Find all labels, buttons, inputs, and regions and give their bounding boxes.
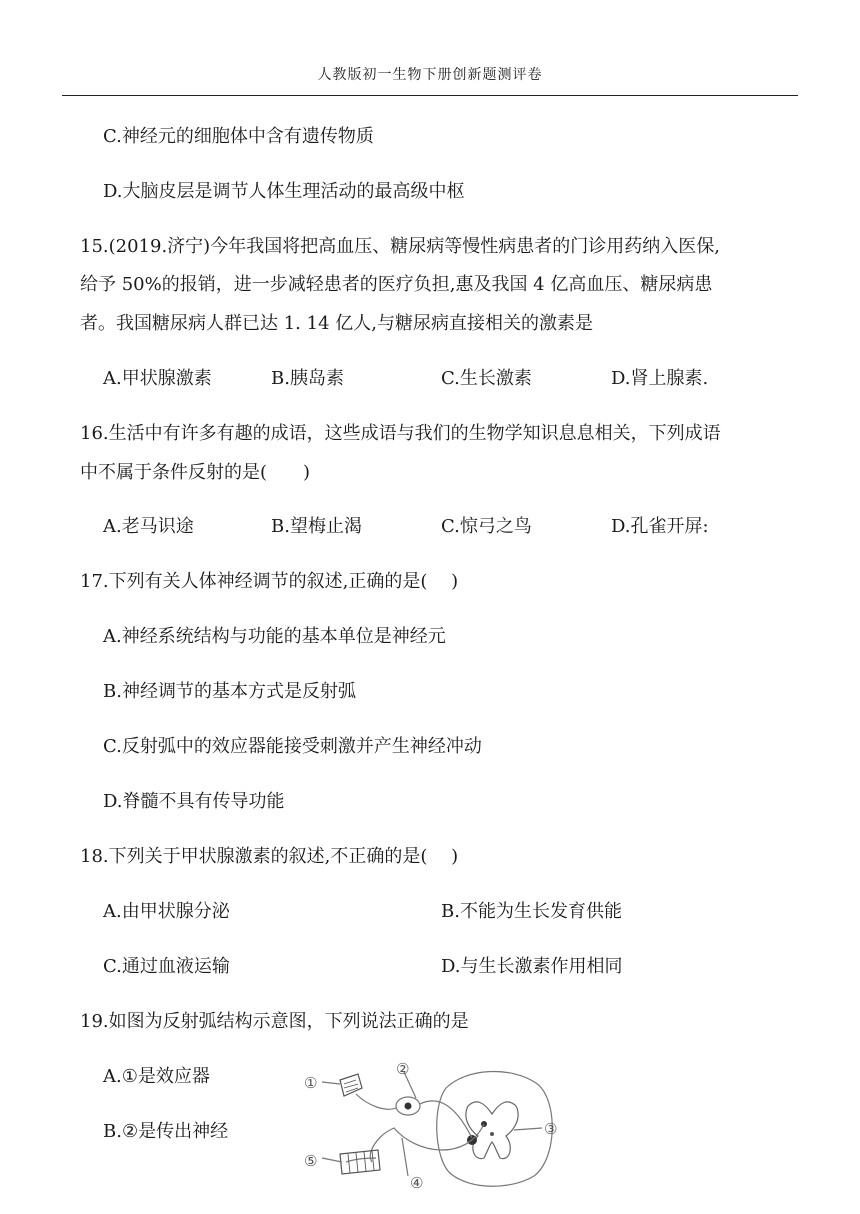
q16-stem-line2: 中不属于条件反射的是( ) [80,462,311,483]
q17-option-a: A.神经系统结构与功能的基本单位是神经元 [103,626,446,647]
q16-option-c: C.惊弓之鸟 [441,516,532,537]
q15-stem-line2: 给予 50%的报销，进一步减轻患者的医疗负担,惠及我国 4 亿高血压、糖尿病患 [80,274,713,295]
q16-option-d: D.孔雀开屏: [611,516,709,537]
page-header-title: 人教版初一生物下册创新题测评卷 [317,67,543,83]
q19-stem: 19.如图为反射弧结构示意图，下列说法正确的是 [80,1011,469,1032]
q18-stem: 18.下列关于甲状腺激素的叙述,不正确的是( ) [80,846,459,867]
q18-option-b: B.不能为生长发育供能 [441,901,622,922]
afferent-nerve-inner [420,1101,472,1138]
label-1: ① [304,1074,318,1092]
label-5: ⑤ [304,1152,318,1170]
leader-1 [322,1082,340,1084]
leader-4 [402,1138,408,1176]
q18-option-a: A.由甲状腺分泌 [103,901,230,922]
q15-option-a: A.甲状腺激素 [103,368,212,389]
q15-option-c: C.生长激素 [441,368,532,389]
q15-option-b: B.胰岛素 [271,368,344,389]
central-canal [490,1132,494,1136]
q19-option-a: A.①是效应器 [103,1066,210,1087]
q15-stem-line3: 者。我国糖尿病人群已达 1. 14 亿人,与糖尿病直接相关的激素是 [80,313,593,334]
label-3: ③ [544,1120,558,1138]
afferent-nerve [356,1094,396,1109]
q17-option-b: B.神经调节的基本方式是反射弧 [103,681,356,702]
receptor-skin [340,1074,362,1096]
q17-option-d: D.脊髓不具有传导功能 [103,791,285,812]
leader-3 [514,1128,542,1130]
q19-option-b: B.②是传出神经 [103,1121,229,1142]
q18-option-c: C.通过血液运输 [103,956,230,977]
label-4: ④ [410,1174,424,1192]
leader-5 [322,1158,342,1162]
q18-option-d: D.与生长激素作用相同 [441,956,623,977]
q15-option-d: D.肾上腺素. [611,368,709,389]
q14-option-d: D.大脑皮层是调节人体生理活动的最高级中枢 [103,181,465,202]
q15-stem-line1: 15.(2019.济宁)今年我国将把高血压、糖尿病等慢性病患者的门诊用药纳入医保, [80,236,720,257]
reflex-arc-diagram [296,1058,568,1192]
q14-option-c: C.神经元的细胞体中含有遗传物质 [103,126,374,147]
ganglion-cell [405,1103,412,1110]
label-2: ② [396,1060,410,1078]
q17-stem: 17.下列有关人体神经调节的叙述,正确的是( ) [80,571,459,592]
q16-option-a: A.老马识途 [103,516,194,537]
header-divider [62,95,798,96]
q16-stem-line1: 16.生活中有许多有趣的成语，这些成语与我们的生物学知识息息相关，下列成语 [80,423,721,444]
q16-option-b: B.望梅止渴 [271,516,362,537]
grey-matter [466,1102,518,1159]
q17-option-c: C.反射弧中的效应器能接受刺激并产生神经冲动 [103,736,482,757]
